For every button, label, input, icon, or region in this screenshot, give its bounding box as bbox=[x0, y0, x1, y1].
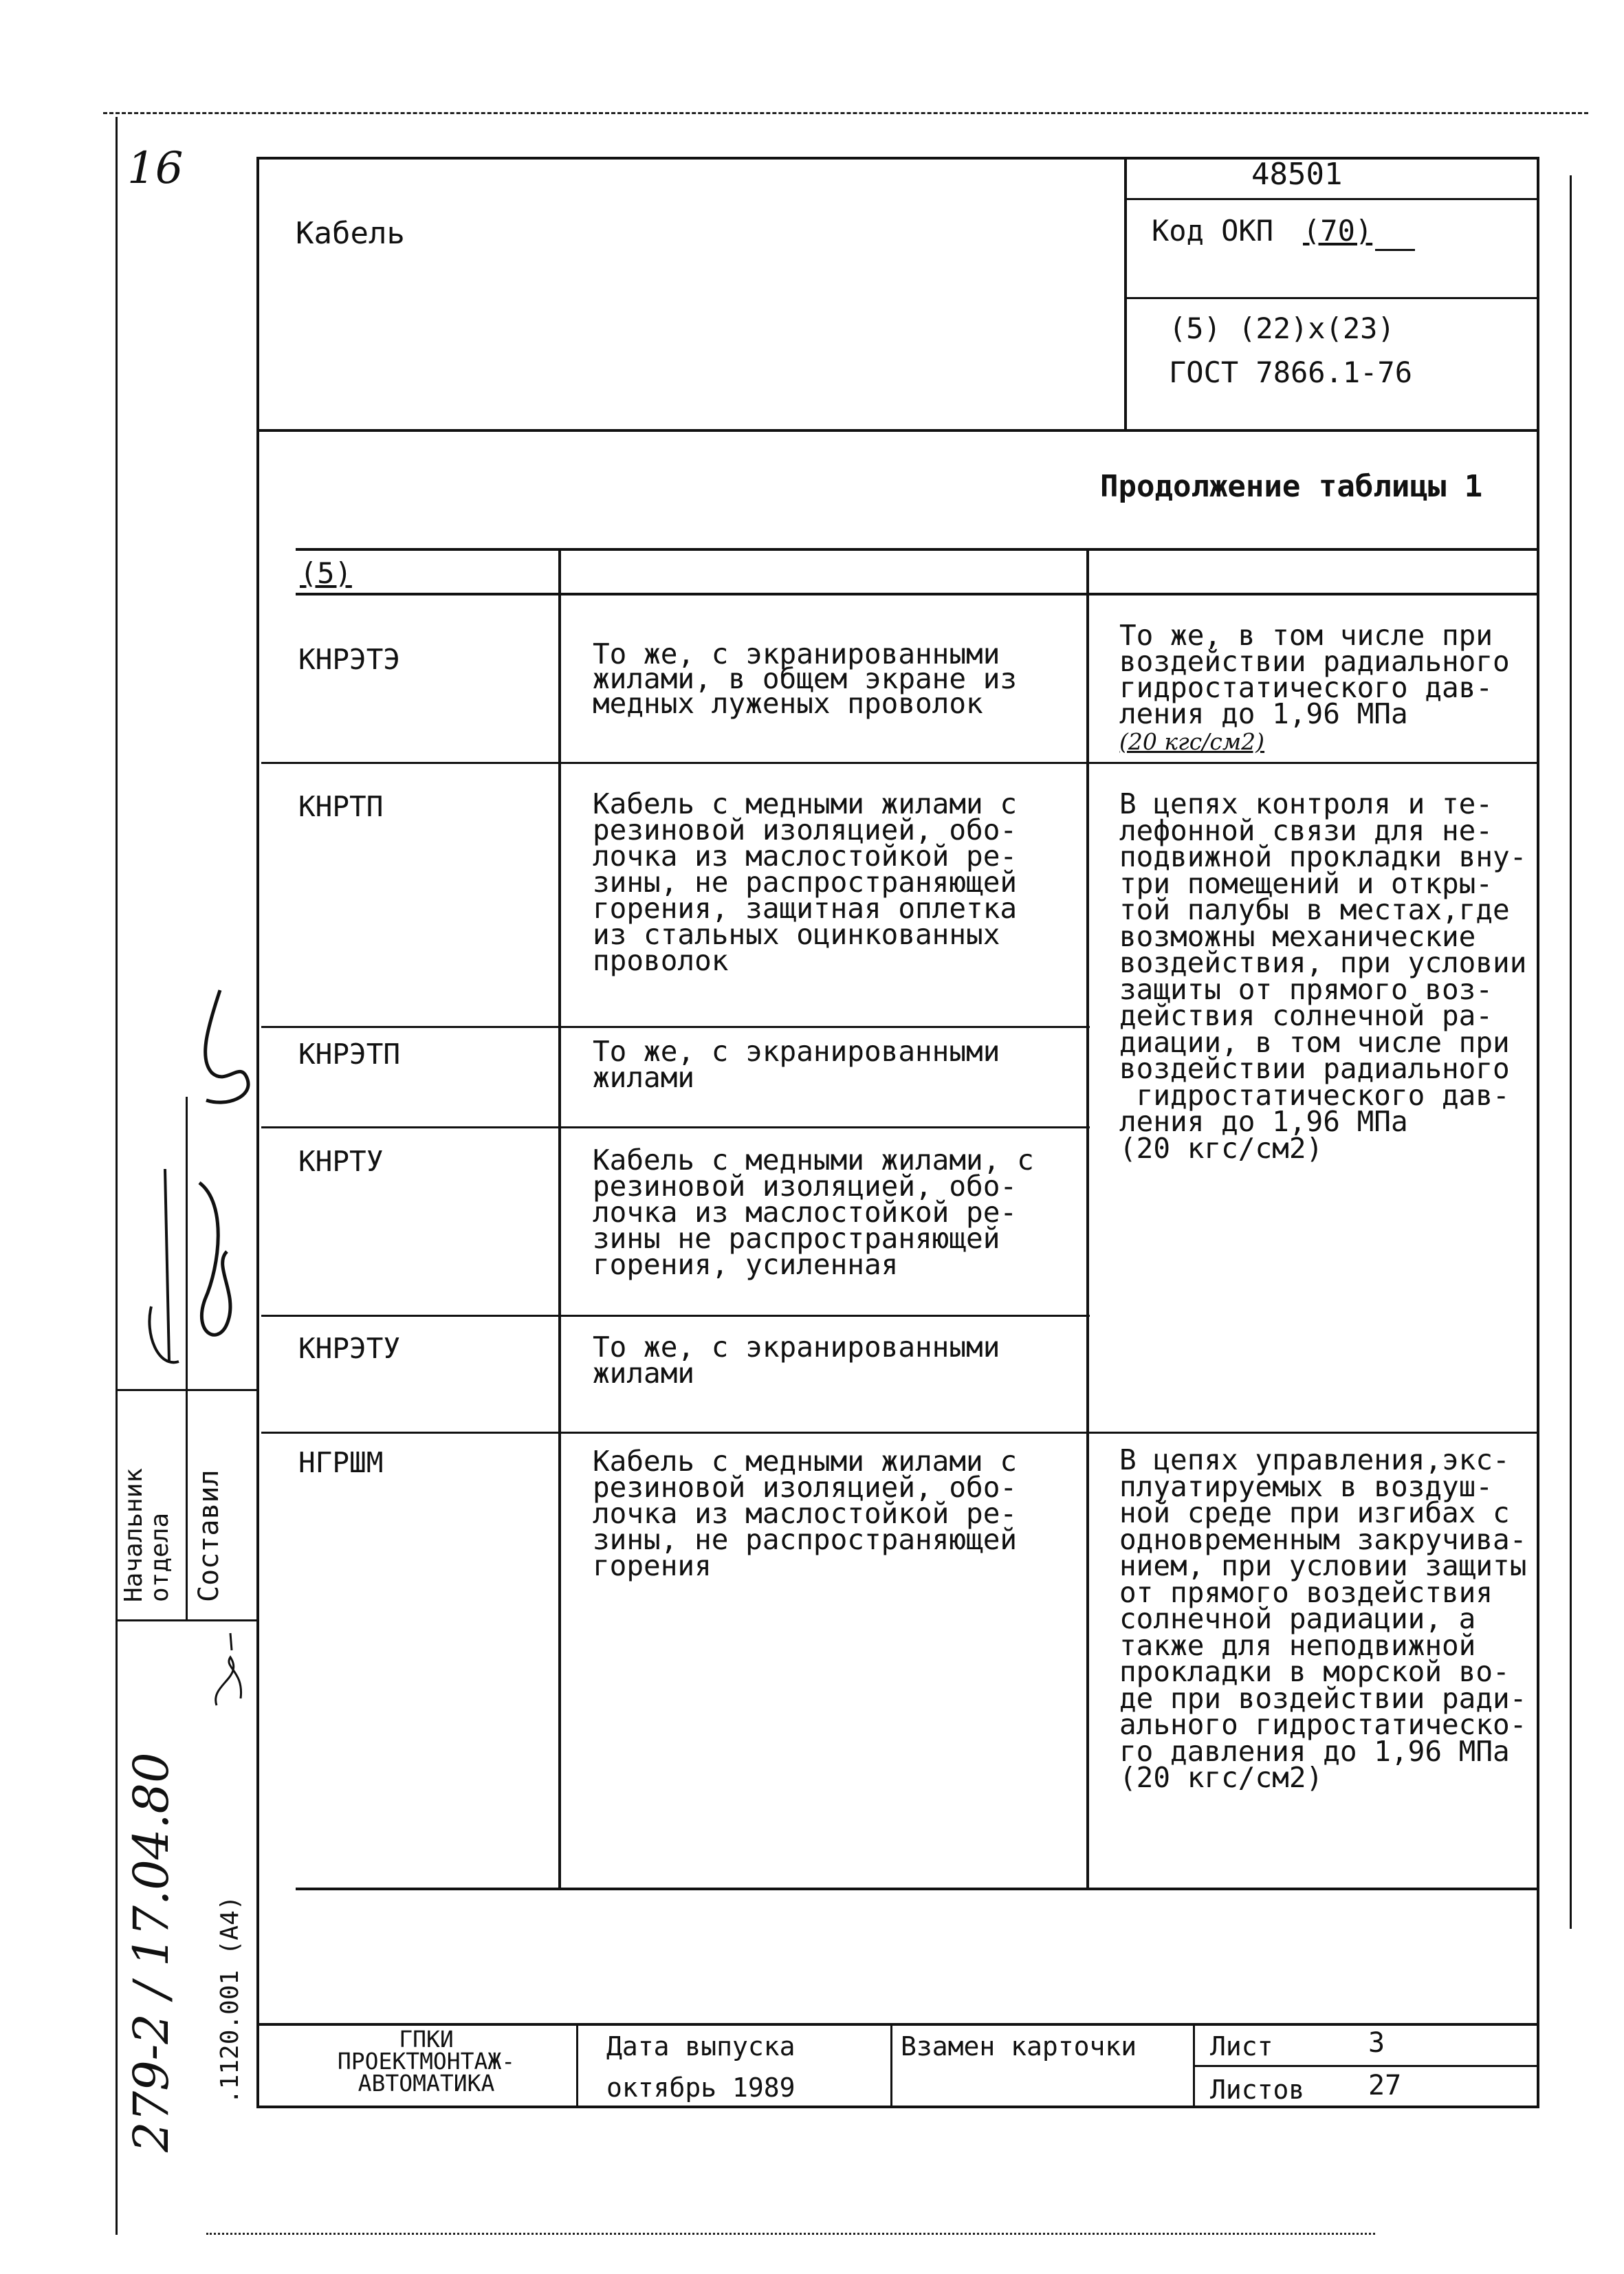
standard: ГОСТ 7866.1-76 bbox=[1169, 356, 1413, 389]
left-margin-line bbox=[116, 117, 118, 2235]
row-divider-1 bbox=[261, 762, 1539, 764]
table-bottom-rule bbox=[296, 1888, 1539, 1890]
row-description: Кабель с медными жилами, с резиновой изоляцией, обо- лочка из маслостойкой ре- зины не распространяющей горения, усиленная bbox=[593, 1144, 1034, 1281]
footer-sheet-label: Лист bbox=[1210, 2031, 1273, 2062]
handwritten-reg-number: 279-2 / 17.04.80 bbox=[123, 1752, 179, 2152]
page-number: 16 bbox=[127, 143, 184, 194]
row-mark: КНРТП bbox=[298, 790, 384, 823]
right-outer-line bbox=[1570, 175, 1572, 1929]
bottom-edge bbox=[206, 2233, 1375, 2235]
code-number-underline bbox=[1124, 198, 1539, 200]
table-col-divider-2 bbox=[1086, 548, 1089, 1889]
okp-value: (70) bbox=[1303, 214, 1373, 248]
table-top-rule bbox=[296, 548, 1539, 551]
footer-date-label: Дата выпуска bbox=[606, 2031, 795, 2062]
row-description: То же, с экранированными жилами bbox=[593, 1331, 1000, 1390]
product-name: Кабель bbox=[296, 216, 405, 251]
row-mark: КНРТУ bbox=[298, 1145, 384, 1178]
footer-divider-2 bbox=[890, 2023, 892, 2108]
header-bottom-line bbox=[256, 429, 1539, 432]
stamp-rule-2 bbox=[117, 1619, 258, 1621]
footer-replaces-label: Взамен карточки bbox=[901, 2031, 1137, 2062]
table-col-divider-1 bbox=[558, 548, 561, 1889]
row-divider-4 bbox=[261, 1315, 1090, 1317]
row-application-note: (20 кгс/см2) bbox=[1119, 728, 1265, 755]
footer-sheets-value: 27 bbox=[1368, 2070, 1402, 2101]
stamp-head-label: Начальник отдела bbox=[120, 1467, 174, 1602]
row-description: То же, с экранированными жилами bbox=[593, 1035, 1000, 1094]
footer-sheet-value: 3 bbox=[1368, 2027, 1385, 2059]
stamp-compiled-label: Составил bbox=[193, 1469, 225, 1602]
row-description: Кабель с медными жилами с резиновой изоляцией, обо- лочка из маслостойкой ре- зины, не распространяющей горения bbox=[593, 1445, 1018, 1582]
top-edge bbox=[103, 112, 1588, 114]
row-divider-3 bbox=[261, 1126, 1090, 1128]
table-caption: Продолжение таблицы 1 bbox=[1100, 469, 1483, 504]
okp-label: Код ОКП bbox=[1152, 214, 1274, 248]
doc-code: .1120.001 (А4) bbox=[216, 1895, 244, 2104]
row-divider-5 bbox=[261, 1432, 1539, 1434]
row-mark: КНРЭТП bbox=[298, 1038, 401, 1071]
code-number: 48501 bbox=[1251, 157, 1343, 192]
table-header-col1: (5) bbox=[300, 556, 352, 590]
row-mark: КНРЭТЭ bbox=[298, 643, 401, 676]
okp-value-underline-tail bbox=[1375, 249, 1415, 251]
row-description: То же, с экранированными жилами, в общем экране из медных луженых проволок bbox=[593, 637, 1018, 720]
signature-strokes bbox=[124, 976, 261, 1403]
table-header-rule bbox=[296, 593, 1539, 595]
row-application: То же, в том числе при воздействии радиального гидростатического дав- ления до 1,96 МПа bbox=[1119, 619, 1510, 730]
row-divider-2 bbox=[261, 1026, 1090, 1028]
row-application: В цепях контроля и те- лефонной связи для не- подвижной прокладки вну- три помещений и откры- той палубы в местах,где возможны механические воздействия, при условии защиты от прямого воз- действия солнечной ра- диации, в том числе при воздействии радиального гидростатического дав- ления до 1,96 МПа (20 кгс/см2) bbox=[1119, 787, 1527, 1165]
okp-underline bbox=[1124, 297, 1539, 299]
row-application: В цепях управления,экс- плуатируемых в воздуш- ной среде при изгибах с одновременным закручива- нием, при условии защиты от прямого воздействия солнечной радиации, а также для неподвижной прокладки в морской во- де при воздействии ради- ального гидростатическо- го давления до 1,96 МПа (20 кгс/см2) bbox=[1119, 1443, 1527, 1794]
footer-date-value: октябрь 1989 bbox=[606, 2073, 795, 2103]
row-mark: НГРШМ bbox=[298, 1446, 384, 1479]
footer-org: ГПКИ ПРОЕКТМОНТАЖ- АВТОМАТИКА bbox=[337, 2026, 516, 2097]
footer-sheets-label: Листов bbox=[1210, 2075, 1305, 2105]
designation-line: (5) (22)x(23) bbox=[1169, 311, 1395, 345]
footer-sheet-divider bbox=[1193, 2065, 1539, 2067]
row-description: Кабель с медными жилами с резиновой изоляцией, обо- лочка из маслостойкой ре- зины, не распространяющей горения, защитная оплетка из стальных оцинкованных проволок bbox=[593, 787, 1018, 977]
row-mark: КНРЭТУ bbox=[298, 1332, 401, 1365]
signature-small bbox=[203, 1630, 258, 1712]
footer-divider-1 bbox=[576, 2023, 578, 2108]
